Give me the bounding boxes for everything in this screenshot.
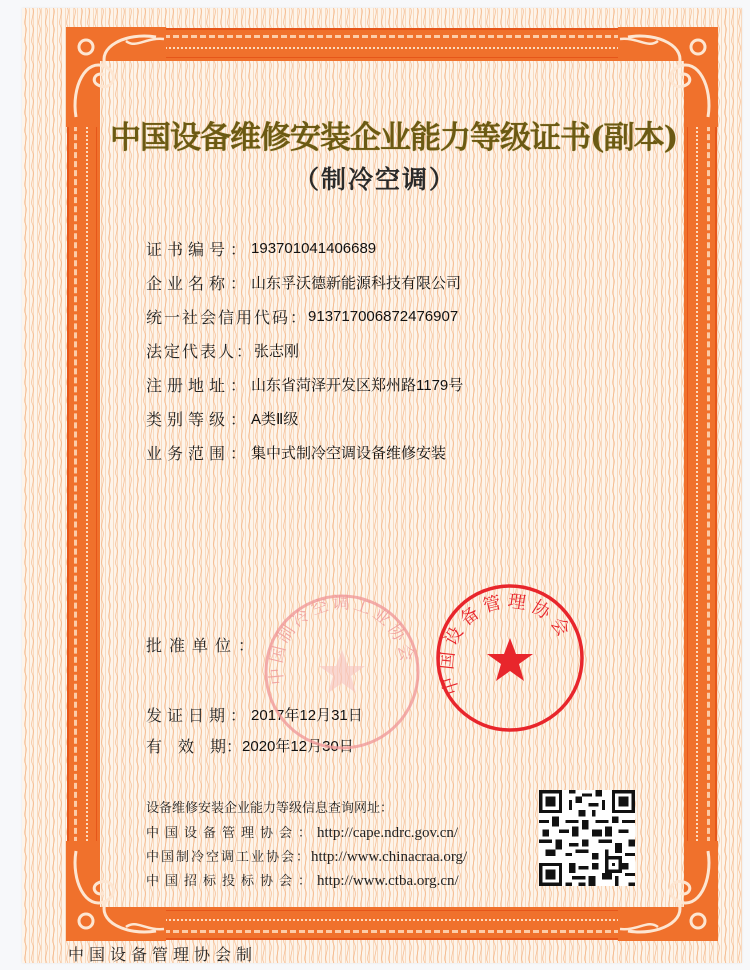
- field-label: 注册地址：: [146, 375, 252, 395]
- field-legal-representative: [146, 338, 299, 362]
- query-org: 中国制冷空调工业协会：: [146, 850, 312, 865]
- query-site-row: [146, 821, 467, 845]
- query-info: [146, 797, 467, 893]
- field-label: 证书编号：: [146, 239, 252, 259]
- stamp-equipment-management-association-icon: [434, 582, 586, 734]
- issuer-footer: 中国设备管理协会制: [68, 945, 258, 964]
- field-category-grade: [146, 406, 298, 430]
- field-value: 集中式制冷空调设备维修安装: [251, 444, 447, 462]
- field-label: 业务范围：: [146, 443, 252, 463]
- query-org: 中国招标投标协会：: [146, 874, 318, 889]
- field-value: A类Ⅱ级: [251, 410, 299, 428]
- query-url-link[interactable]: http://www.chinacraa.org/: [311, 849, 468, 865]
- field-credit-code: [146, 304, 458, 328]
- field-label: 有 效 期：: [146, 736, 243, 756]
- field-certificate-number: [146, 236, 376, 260]
- field-approval-authority: [146, 632, 261, 656]
- certificate-title: 中国设备维修安装企业能力等级证书(副本): [110, 120, 678, 156]
- field-value: 山东孚沃德新能源科技有限公司: [251, 274, 462, 292]
- stamp-refrigeration-association-icon: [262, 592, 422, 752]
- field-value: 2020年12月30日: [242, 737, 354, 755]
- field-value: 913717006872476907: [308, 307, 459, 325]
- query-org: 中国设备管理协会：: [146, 826, 318, 841]
- query-site-row: [146, 869, 467, 893]
- svg-text:中国制冷空调工业协会: 中国制冷空调工业协会: [266, 593, 418, 686]
- qr-code-icon[interactable]: [539, 790, 635, 886]
- query-url-link[interactable]: http://www.ctba.org.cn/: [317, 873, 459, 889]
- field-value: 193701041406689: [251, 239, 377, 257]
- field-business-scope: [146, 440, 446, 464]
- field-label: 法定代表人：: [146, 341, 255, 361]
- query-site-row: [146, 845, 467, 869]
- field-value: 山东省菏泽开发区郑州路1179号: [251, 376, 464, 394]
- field-label: 类别等级：: [146, 409, 252, 429]
- certificate-subtitle: （制冷空调）: [293, 165, 456, 194]
- field-label: 批准单位：: [146, 635, 262, 655]
- field-label: 统一社会信用代码：: [146, 307, 309, 327]
- field-registered-address: [146, 372, 463, 396]
- field-label: 发证日期：: [146, 705, 252, 725]
- field-label: 企业名称：: [146, 273, 252, 293]
- field-value: 张志刚: [254, 342, 300, 360]
- query-url-link[interactable]: http://cape.ndrc.gov.cn/: [317, 825, 459, 841]
- svg-text:中国设备管理协会: 中国设备管理协会: [436, 590, 577, 698]
- field-company-name: [146, 270, 461, 294]
- field-value: 2017年12月31日: [251, 706, 363, 724]
- query-heading: 设备维修安装企业能力等级信息查询网址：: [146, 801, 394, 816]
